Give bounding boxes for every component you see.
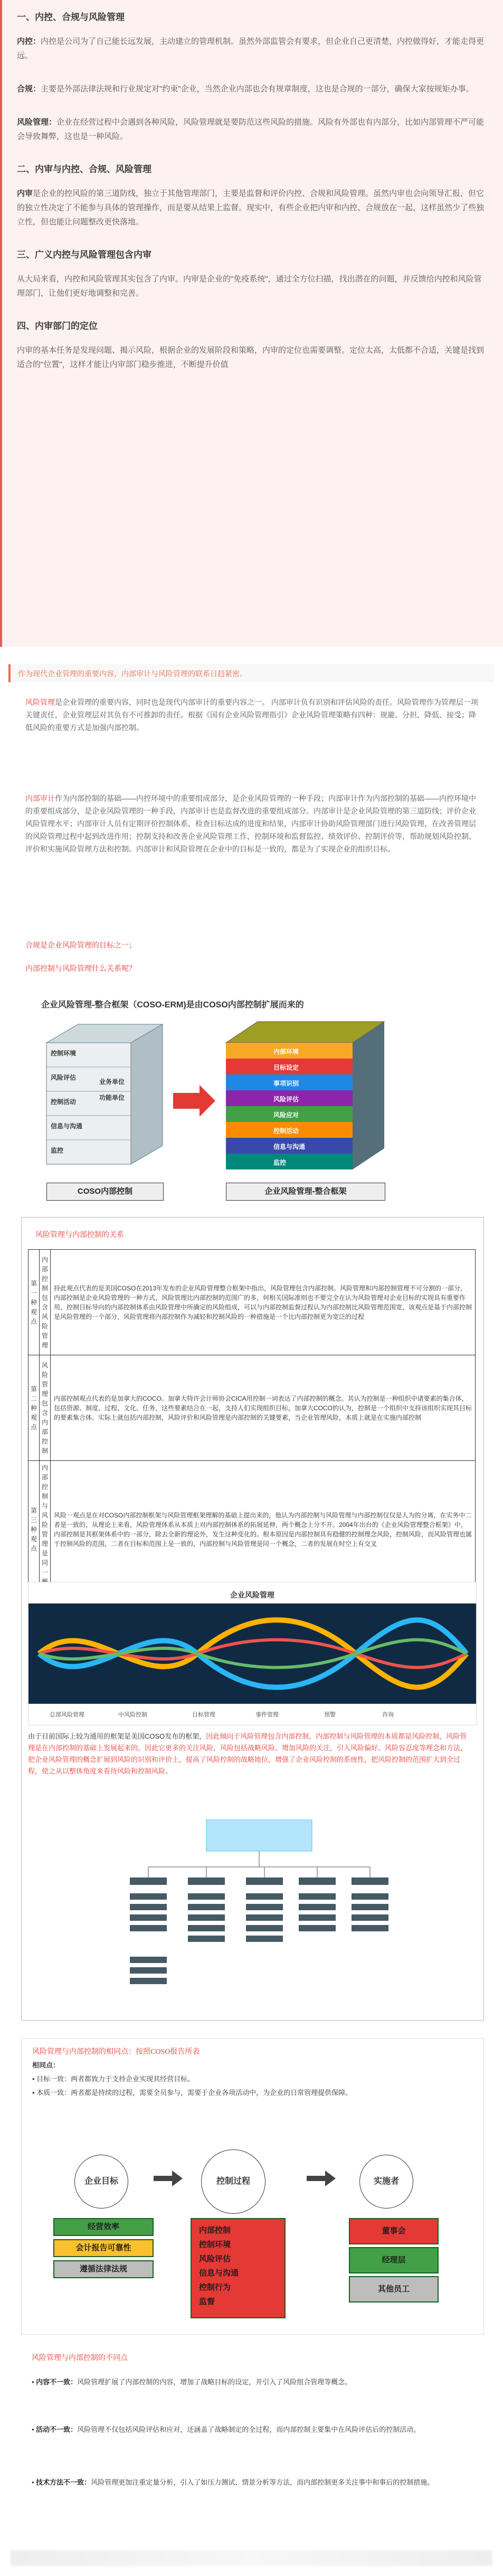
left-row-label-1: 风险评估 [51,1074,77,1081]
row-sublabel: 风险管理包含内部控制 [40,1355,51,1461]
org-tree-diagram [127,1819,391,2009]
row-label: 第二种观点 [29,1355,40,1461]
frame2-subtitle: 相同点： [32,2061,60,2069]
mid-items-box: 内部控制 控制环境 风险评估 信息与沟通 控制行为 监督 [191,2218,286,2318]
heading-4: 四、内审部门的定位 [17,321,98,331]
left-row-label-3: 信息与沟通 [51,1122,83,1130]
caption-coso: COSO内部控制 [46,1183,164,1201]
row-text: 内部控制观点代表的是加拿大的COCO。加拿大特许会计师协会CICA用控制一词表达了内部控制的概念。其认为控制是一种组织中诸要素的集合体，包括资源、制度、过程、文化、任务，这些要素结合在一起，支持人们实现组织目标，加拿大COCO的认为，控制是一个组织中支持该组织实现其目标的要素集合体。实际上就包括内部控制，风险评价和风险管理是内部控制的关键要素，当企业管理风险，本质上就是在实施内部控制 [51,1355,476,1461]
right-cube-side [353,1022,384,1169]
left-cube-side [131,1024,163,1164]
helix-graphic [29,1603,476,1704]
row-text: 持此观点代表的是美国COSO在2013年发布的企业风险管理整合框架中指出，风险管理包含内部控制。风险管理和内部控制管理不可分割的一部分，内部控制是企业风险管理的一种方式，风险管理比内部控制的范围广的多，何相关国际准则也不要完全在认为风险管理对企业目标的实现具有重要作用，控制目标导向的内部控制体系由风险管理中所确定的风险组成，可以与内部控制监督过程认为内部控制比风险管理范围宽，该观点是基于内部控制是风险管理的一个部分，风险管理将内部控制作为减轻和控制风险的一种措施是一个比内部控制更为宽泛的过程 [51,1250,476,1355]
intro-paragraph-1: 风险管理是企业管理的重要内容，同时也是现代内部审计的重要内容之一。 内部审计负有识别和评估风险的责任。风险管理作为管理层一项关键责任，企业管理层对其负有不可推卸的责任。根据《国有企业风险管理指引》企业风险管理策略有四种：规避、分担、降低、接受；降低风险的重要方式是加强内部控制。 [25,698,478,732]
right-item-1: 经理层 [349,2247,439,2273]
left-row-label-4: 监控 [51,1147,64,1154]
similarity-diagram [22,2128,483,2329]
right-item-2: 其他员工 [349,2276,439,2303]
figure-title: 企业风险管理-整合框架（COSO-ERM)是由COSO内部控制扩展而来的 [41,1001,304,1009]
right-item-0: 董事会 [349,2218,439,2244]
control-process-circle: 控制过程 [201,2149,265,2214]
intro-paragraph-2: 内部审计作为内部控制的基础——内控环境中的重要组成部分，是企业风险管理的一种手段；内部审计作为内部控制的基础——内控环境中的重要组成部分，是企业风险管理的一种手段，内部审计也是监督改进的重要组成部分。内部审计是企业风险管理的第三道防线；评价企业风险管理水平；内部审计人员有定期评价控制体系，检查目标达成的进度和结果，内部审计协助风险管理部门进行风险管理，在改善管理层的风险管理过程中起到改进作用；控制支持和改善企业风险管理工作，控制环境和监督监控、绩效评价、控制评价等，帮助规划风险控制、评价和实施风险管理方法和控制。内部审计和风险管理在企业中的目标是一致的，都是为了实现企业的组织目标。 [25,794,476,853]
heading-3: 三、广义内控与风险管理包含内审 [17,250,151,260]
helix-chip-1: 中风险控制 [118,1712,147,1718]
helix-chip-5: 咨询 [382,1712,394,1718]
right-row-7 [226,1154,353,1169]
conclusion-paragraph: 由于目前国际上较为通用的框架是美国COSO发布的框架，因此倾向于风险管理包含内部控制，内部控制与风险管理的本质都是风险控制，风险管理是在内部控制的基础上发展起来的，因此它更多的关注风险，风险包括战略风险、增加风险的关注，引入风险偏好、风险容忍度等理念和方法，把企业风险管理的概念扩展到风险的识别和评价上，提高了风险控制的战略地位，增强了企业风险控制的系统性，把风险控制的范围扩大到全过程，使之从以整体角度来看待风险和控制风险。 [28,1732,468,1775]
helix-chip-3: 事件管理 [255,1712,279,1718]
left-row-label-2: 控制活动 [51,1098,77,1106]
para-internal-audit: 内审是企业的控风险的第三道防线，独立于其他管理部门，主要是监督和评价内控、合规和风险管理。虽然内审也会向领导汇报，但它的独立性决定了不能参与具体的管理操作，而是要从结果上监督。现实中，有些企业把内审和内控、合规放在一起，这样虽然少了些独立性，但也能让问题整改更快落地。 [17,189,485,227]
enterprise-goal-circle: 企业目标 [74,2155,128,2209]
right-row-label-5: 控制活动 [273,1127,299,1135]
summary-panel [0,0,503,647]
heading-1: 一、内控、合规与风险管理 [17,12,125,22]
left-item-0: 经营效率 [53,2218,154,2236]
diff-content: • 内容不一致：风险管理扩展了内部控制的内容，增加了战略目标的设定，并引入了风险组合管理等概念。 [32,2378,352,2386]
helix-chip-0: 总部风险管理 [50,1712,84,1718]
blurred-footer [11,2550,492,2566]
left-top-label-1: 功能单位 [99,1094,125,1101]
table-row [29,1461,476,1599]
right-row-label-1: 目标设定 [273,1064,299,1071]
transform-arrow [173,1085,215,1117]
bullet-goal: • 目标一致：两者都致力于支持企业实现其经营目标。 [32,2075,195,2083]
heading-2: 二、内审与内控、合规、风险管理 [17,164,151,174]
link-ic-rm-relation[interactable]: 内部控制与风险管理什么关系呢？ [25,964,136,973]
frame-title: 风险管理与内部控制的关系 [35,1231,124,1239]
table-row [29,1355,476,1461]
coso-erm-figure [25,993,479,1209]
row-sublabel: 内部控制与风险管理是同一 [40,1461,51,1599]
para-internal-control: 内控：内控是公司为了自己能长远发展，主动建立的管理机制。虽然外部监管会有要求，但企业自己更清楚，内控做得好，才能走得更远。 [17,37,485,60]
left-item-2: 遵循法律法规 [53,2260,154,2278]
risk-helix-figure [28,1582,477,1725]
para-compliance: 合规：主要是外部法律法规和行业规定对"约束"企业，当然企业内部也会有规章制度，这也是合规的一部分，确保大家按规矩办事。 [17,84,474,93]
helix-title: 企业风险管理 [230,1591,274,1599]
diff-activity: • 活动不一致：风险管理不仅包括风险评估和应对，还涵盖了战略制定的全过程，而内部控制主要集中在风险评估后的控制活动。 [32,2426,421,2433]
quote-block: 作为现代企业管理的重要内容，内部审计与风险管理的联系日趋紧密。 [8,664,495,682]
coso-cubes-svg [25,993,479,1209]
left-row-label-0: 控制环境 [51,1050,77,1057]
relation-frame [21,1217,484,2021]
right-row-label-0: 内部环境 [273,1048,299,1055]
row-label: 第一种观点 [29,1250,40,1355]
difference-title: 风险管理与内部控制的不同点 [32,2354,128,2362]
table-row [29,1250,476,1355]
para-position: 内审的基本任务是发现问题、揭示风险，根据企业的发展阶段和策略，内审的定位也需要调整。定位太高，太低都不合适，关键是找到适合的"位置"，这样才能让内审部门稳步推进，不断提升价值 [17,346,485,369]
right-row-label-7: 监控 [273,1159,287,1166]
right-row-label-2: 事项识别 [273,1080,299,1087]
left-top-label-0: 业务单位 [99,1078,125,1086]
right-row-label-3: 风险评估 [273,1096,299,1103]
similarity-frame [21,2038,484,2335]
frame2-title: 风险管理与内部控制的相同点：按照COSO报告所表 [32,2048,200,2056]
row-label: 第三种观点 [29,1461,40,1599]
right-row-label-6: 信息与沟通 [273,1143,306,1150]
left-item-1: 会计报告可靠性 [53,2239,154,2257]
right-row-label-4: 风险应对 [273,1111,299,1119]
diff-technique: • 技术方法不一致：风险管理更加注重定量分析，引入了如压力测试、情景分析等方法，而内部控制更多关注事中和事后的控制措施。 [32,2478,434,2486]
implementer-circle: 实施者 [359,2155,413,2209]
viewpoint-table [28,1249,476,1599]
bullet-essence: • 本质一致：两者都是持续的过程，需要全员参与，需要于企业各项活动中，为企业的日常管理提供保障。 [32,2089,353,2097]
helix-chip-2: 目标管理 [192,1712,215,1718]
helix-chip-4: 预警 [324,1712,336,1718]
row-text: 风险一观点是在对COSO内部控制框架与风险管理框架理解的基础上提出来的，他认为内部控制与风险管理与内部控制仅仅是人为的分离，在实务中二者是一致的，从理论上来看，风险管理体系从本质上对内部控制体系的拓展延伸，两个概念上分不开。2004年出台的《企业风险管理整合框架》中，内部控制是其框架体系中的一部分，除去全新的理论外，发生这种变化的。根本原因是内部控制具有稳健的控制理念风险，控制风险，而风险管理也属于控制风险的范围，二者在目标和范围上是一致的，内部控制与风险管理是同一个概念，二者的发展在时空上有交叉 [51,1461,476,1599]
tree-lines [127,1819,391,2009]
link-compliance-goal[interactable]: 合规是企业风险管理的目标之一； [25,941,136,949]
caption-erm: 企业风险管理-整合框架 [226,1183,385,1201]
para-risk-management: 风险管理：企业在经营过程中会遇到各种风险，风险管理就是要防范这些风险的措施。风险有外部也有内部分，比如内部管理不严可能会导致舞弊，这也是一种风险。 [17,118,485,141]
para-broad: 从大局来看，内控和风险管理其实包含了内审。内审是企业的"免疫系统"，通过全方位扫描，找出潜在的问题，并反馈给内控和风险管理部门，让他们更好地调整和完善。 [17,275,482,298]
row-sublabel: 内部控制包含风险管理 [40,1250,51,1355]
